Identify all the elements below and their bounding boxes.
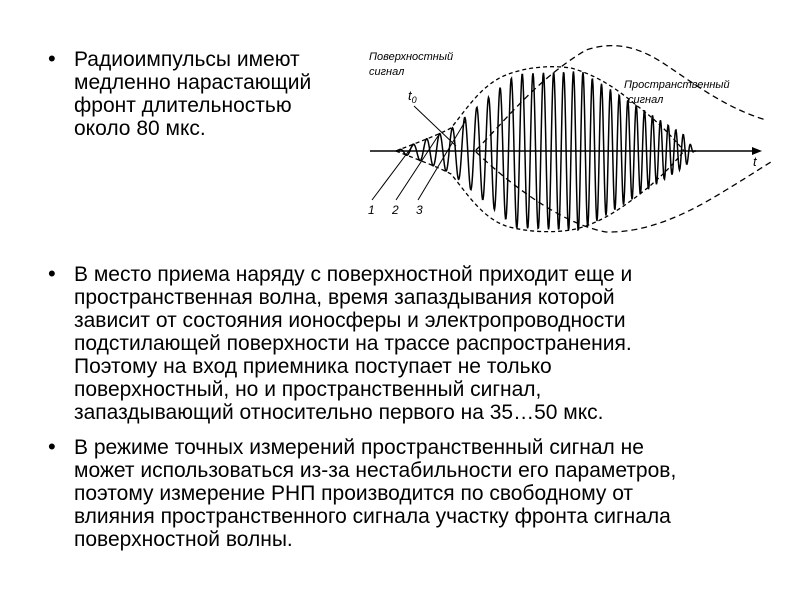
space-signal-label-1: Пространственный bbox=[624, 79, 730, 91]
bullet-marker: • bbox=[48, 434, 56, 459]
pointer-line-2 bbox=[396, 136, 438, 200]
bullet-item-3 bbox=[48, 436, 778, 551]
axis-t-label: t bbox=[753, 154, 757, 169]
bullet-text: В место приема наряду с поверхностной приходит еще и пространственная волна, время запаздывания которой зависит от состояния ионосферы и электропроводности подстилающей поверхности на трассе распространения. Поэтому на вход приемника поступает не только поверхностный, но и пространственный сигнал, запаздывающий относительно первого на 35…50 мкс. bbox=[74, 263, 633, 424]
t0-label: $t_0$ bbox=[408, 88, 417, 105]
bullet-marker: • bbox=[48, 46, 56, 71]
signal-figure bbox=[366, 40, 776, 235]
marker-2-label: 2 bbox=[392, 203, 399, 217]
bullet-item-1 bbox=[48, 48, 348, 140]
surface-signal-label-1: Поверхностный bbox=[369, 51, 454, 63]
bullet-item-2 bbox=[48, 263, 778, 424]
bullet-marker: • bbox=[48, 261, 56, 286]
marker-1-label: 1 bbox=[368, 203, 375, 217]
bullet-text: Радиоимпульсы имеют медленно нарастающий фронт длительностью около 80 мкс. bbox=[74, 48, 312, 140]
bullet-text: В режиме точных измерений пространственный сигнал не может использоваться из-за нестабильности его параметров, поэтому измерение РНП производится по свободному от влияния пространственного сигнала участку фронта сигнала поверхностной волны. bbox=[74, 436, 677, 551]
pointer-line-1 bbox=[372, 144, 414, 200]
space-envelope-lower bbox=[476, 152, 771, 232]
surface-signal-label-2: сигнал bbox=[369, 66, 405, 78]
marker-3-label: 3 bbox=[416, 203, 423, 217]
space-signal-label-2: сигнал bbox=[628, 94, 664, 106]
